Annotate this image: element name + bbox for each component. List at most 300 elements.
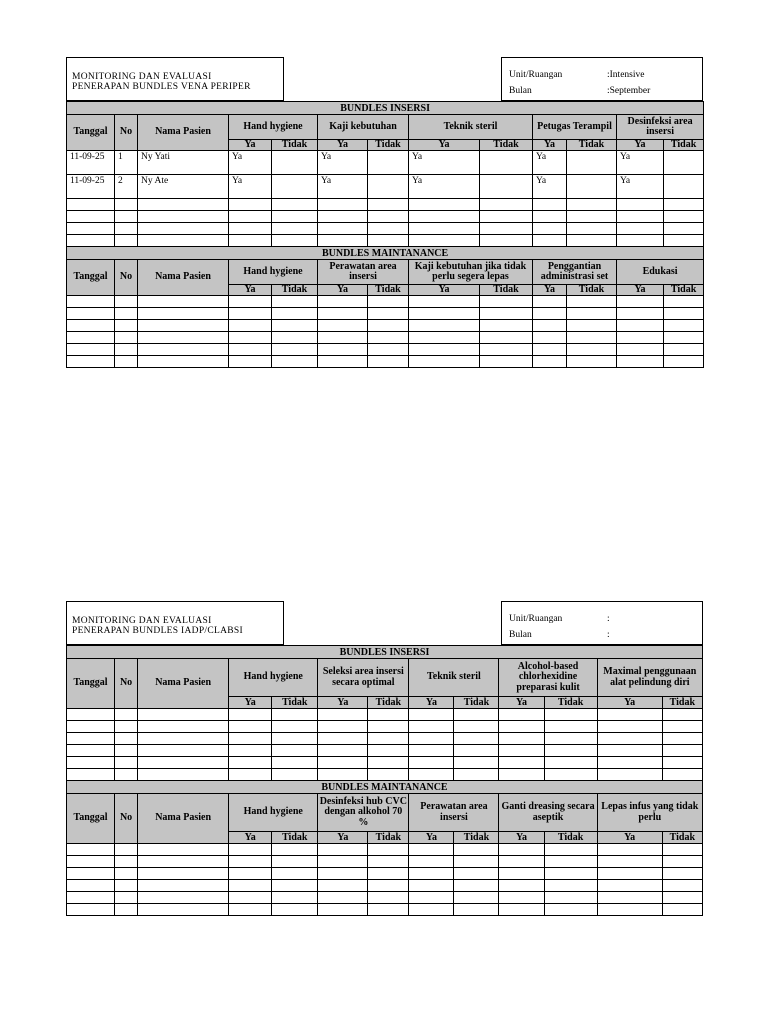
table-cell: Ya	[617, 175, 664, 199]
table-row	[67, 709, 703, 721]
table-cell	[533, 332, 567, 344]
table-cell: Ny Yati	[138, 151, 229, 175]
table-cell	[138, 223, 229, 235]
table-row	[67, 868, 703, 880]
table-cell	[409, 332, 480, 344]
table-cell: Ya	[409, 151, 480, 175]
table-cell	[138, 199, 229, 211]
table-cell	[229, 344, 272, 356]
table-cell	[368, 904, 409, 916]
table-cell	[533, 296, 567, 308]
group-header: Kaji kebutuhan jika tidak perlu segera lepas	[409, 260, 533, 285]
table-cell	[499, 733, 544, 745]
group-header: Penggantian administrasi set	[533, 260, 617, 285]
table-cell	[409, 757, 454, 769]
table-cell	[229, 320, 272, 332]
table-cell	[597, 709, 662, 721]
table-cell	[318, 745, 368, 757]
table-cell	[409, 199, 480, 211]
group-header: Perawatan area insersi	[409, 794, 499, 832]
form-header	[66, 601, 703, 645]
header-ya: Ya	[409, 832, 454, 844]
table-cell	[229, 721, 272, 733]
table-cell	[664, 296, 704, 308]
table-cell	[115, 904, 138, 916]
table-cell	[544, 904, 597, 916]
group-header: Ganti dreasing secara aseptik	[499, 794, 597, 832]
table-cell	[318, 868, 368, 880]
table-cell	[138, 880, 229, 892]
section-title: BUNDLES INSERSI	[67, 646, 703, 659]
table-cell	[229, 856, 272, 868]
table-cell	[318, 709, 368, 721]
table-cell	[272, 332, 318, 344]
table-cell	[480, 344, 533, 356]
table-cell	[567, 199, 617, 211]
table-cell	[480, 332, 533, 344]
table-cell	[544, 868, 597, 880]
table-cell	[664, 235, 704, 247]
table-cell	[617, 344, 664, 356]
table-cell	[67, 856, 115, 868]
table-cell	[229, 223, 272, 235]
table-cell	[544, 856, 597, 868]
form-title-line1: MONITORING DAN EVALUASI	[72, 72, 212, 82]
group-header: Hand hygiene	[229, 115, 318, 140]
table-cell	[115, 332, 138, 344]
table-cell	[409, 892, 454, 904]
header-ya: Ya	[533, 285, 567, 296]
table-cell	[368, 721, 409, 733]
header-nama-pasien: Nama Pasien	[138, 260, 229, 296]
group-header: Seleksi area insersi secara optimal	[318, 659, 409, 697]
section-title: BUNDLES MAINTANANCE	[67, 247, 704, 260]
table-cell	[567, 320, 617, 332]
table-cell	[409, 356, 480, 368]
table-cell	[664, 199, 704, 211]
table-cell	[617, 199, 664, 211]
table-cell	[138, 844, 229, 856]
header-ya: Ya	[409, 140, 480, 151]
table-cell	[662, 892, 702, 904]
table-cell: Ya	[229, 151, 272, 175]
header-nama-pasien: Nama Pasien	[138, 659, 229, 709]
header-tidak: Tidak	[662, 697, 702, 709]
unit-box	[501, 601, 703, 645]
table-cell	[229, 235, 272, 247]
table-cell	[272, 296, 318, 308]
header-tidak: Tidak	[454, 832, 499, 844]
header-ya: Ya	[617, 285, 664, 296]
table-cell	[617, 235, 664, 247]
table-cell	[115, 757, 138, 769]
table-cell	[138, 320, 229, 332]
table-cell	[597, 904, 662, 916]
table-cell	[115, 769, 138, 781]
table-cell	[409, 868, 454, 880]
unit-row	[509, 70, 644, 80]
table-cell	[368, 745, 409, 757]
table-cell	[544, 733, 597, 745]
table-cell	[115, 235, 138, 247]
table-cell	[597, 844, 662, 856]
table-cell	[67, 356, 115, 368]
table-cell: Ya	[318, 175, 368, 199]
form-title-box	[66, 601, 284, 645]
table-cell	[617, 332, 664, 344]
table-cell	[229, 709, 272, 721]
table-cell	[617, 308, 664, 320]
table-cell	[272, 199, 318, 211]
table-cell	[115, 868, 138, 880]
table-cell	[318, 308, 368, 320]
group-header: Alcohol-based chlorhexidine preparasi kulit	[499, 659, 597, 697]
table-row	[67, 344, 704, 356]
header-tanggal: Tanggal	[67, 659, 115, 709]
table-cell	[318, 856, 368, 868]
table-cell	[115, 356, 138, 368]
table-cell	[272, 892, 318, 904]
table-cell	[67, 235, 115, 247]
table-cell	[67, 308, 115, 320]
table-cell	[368, 844, 409, 856]
form-title-line2: PENERAPAN BUNDLES IADP/CLABSI	[72, 626, 243, 636]
table-cell	[368, 892, 409, 904]
table-cell	[115, 880, 138, 892]
table-cell	[454, 892, 499, 904]
table-cell	[480, 175, 533, 199]
table-cell	[597, 721, 662, 733]
form-title-box	[66, 57, 284, 101]
table-cell	[567, 332, 617, 344]
header-ya: Ya	[597, 697, 662, 709]
table-cell	[138, 892, 229, 904]
table-cell	[409, 904, 454, 916]
table-cell	[272, 235, 318, 247]
table-cell: 2	[115, 175, 138, 199]
table-cell	[138, 308, 229, 320]
header-ya: Ya	[318, 832, 368, 844]
table-row	[67, 844, 703, 856]
table-cell	[229, 199, 272, 211]
table-cell	[67, 344, 115, 356]
table-cell	[597, 745, 662, 757]
table-cell	[229, 880, 272, 892]
table-cell	[67, 332, 115, 344]
table-cell	[499, 856, 544, 868]
table-cell	[499, 892, 544, 904]
table-cell	[229, 844, 272, 856]
table-cell	[544, 880, 597, 892]
header-tidak: Tidak	[368, 697, 409, 709]
table-cell	[272, 320, 318, 332]
table-cell	[597, 868, 662, 880]
table-cell	[662, 733, 702, 745]
table-cell	[499, 868, 544, 880]
table-cell	[454, 733, 499, 745]
table-cell: Ya	[318, 151, 368, 175]
table-cell	[544, 892, 597, 904]
table-cell	[480, 235, 533, 247]
table-row	[67, 733, 703, 745]
table-cell	[567, 151, 617, 175]
form-header	[66, 57, 703, 101]
table-cell	[272, 175, 318, 199]
table-cell	[138, 356, 229, 368]
table-cell	[272, 757, 318, 769]
table-cell	[229, 868, 272, 880]
table-cell	[138, 721, 229, 733]
table-cell	[544, 757, 597, 769]
header-tidak: Tidak	[368, 832, 409, 844]
table-cell	[480, 223, 533, 235]
table-cell	[533, 344, 567, 356]
table-cell: Ya	[229, 175, 272, 199]
table-cell	[229, 733, 272, 745]
table-cell	[368, 296, 409, 308]
table-cell	[318, 904, 368, 916]
table-cell	[67, 868, 115, 880]
unit-label: Unit/Ruangan	[509, 614, 563, 624]
header-ya: Ya	[533, 140, 567, 151]
table-cell	[409, 733, 454, 745]
table-cell	[499, 769, 544, 781]
table-cell	[115, 296, 138, 308]
table-cell: Ny Ate	[138, 175, 229, 199]
table-cell	[567, 296, 617, 308]
table-row	[67, 856, 703, 868]
table-cell	[229, 211, 272, 223]
table-cell	[662, 757, 702, 769]
table-cell	[409, 721, 454, 733]
table-cell	[480, 211, 533, 223]
table-row	[67, 175, 704, 199]
form-iadp-clabsi	[66, 601, 703, 916]
table-cell	[272, 223, 318, 235]
table-cell	[318, 332, 368, 344]
group-header: Maximal penggunaan alat pelindung diri	[597, 659, 702, 697]
table-cell	[272, 844, 318, 856]
table-cell	[138, 235, 229, 247]
table-cell	[318, 296, 368, 308]
group-header: Kaji kebutuhan	[318, 115, 409, 140]
table-cell	[664, 344, 704, 356]
table-cell	[617, 211, 664, 223]
table-cell	[138, 769, 229, 781]
bulan-label: Bulan	[509, 630, 532, 640]
table-cell	[272, 344, 318, 356]
table-row	[67, 211, 704, 223]
table-cell	[499, 757, 544, 769]
header-tidak: Tidak	[480, 285, 533, 296]
table-cell	[662, 904, 702, 916]
table-cell	[664, 320, 704, 332]
table-cell	[318, 356, 368, 368]
header-ya: Ya	[318, 697, 368, 709]
table-cell	[454, 745, 499, 757]
table-cell	[138, 856, 229, 868]
table-cell	[454, 757, 499, 769]
table-cell	[662, 856, 702, 868]
header-tidak: Tidak	[480, 140, 533, 151]
header-tanggal: Tanggal	[67, 115, 115, 151]
table-cell	[67, 211, 115, 223]
table-cell	[544, 745, 597, 757]
table-cell	[67, 844, 115, 856]
header-tidak: Tidak	[664, 140, 704, 151]
table-cell	[272, 356, 318, 368]
header-tidak: Tidak	[567, 285, 617, 296]
table-cell	[272, 721, 318, 733]
table-cell	[115, 223, 138, 235]
section-title: BUNDLES MAINTANANCE	[67, 781, 703, 794]
table-cell	[662, 769, 702, 781]
table-cell	[318, 211, 368, 223]
table-cell	[67, 709, 115, 721]
group-header: Desinfeksi area insersi	[617, 115, 704, 140]
table-cell	[368, 211, 409, 223]
table-cell	[229, 892, 272, 904]
form-title-line2: PENERAPAN BUNDLES VENA PERIPER	[72, 82, 251, 92]
table-cell	[454, 856, 499, 868]
table-row	[67, 332, 704, 344]
table-cell	[409, 709, 454, 721]
table-cell	[272, 733, 318, 745]
table-row	[67, 320, 704, 332]
table-cell	[229, 296, 272, 308]
header-ya: Ya	[499, 832, 544, 844]
table-cell	[597, 892, 662, 904]
group-header: Lepas infus yang tidak perlu	[597, 794, 702, 832]
table-cell	[368, 356, 409, 368]
table-row	[67, 721, 703, 733]
table-cell	[318, 757, 368, 769]
table-cell	[229, 332, 272, 344]
table-cell	[115, 308, 138, 320]
table-cell	[617, 296, 664, 308]
table-cell	[499, 721, 544, 733]
table-cell: 1	[115, 151, 138, 175]
form-vena-periper	[66, 57, 703, 368]
table-cell: Ya	[533, 151, 567, 175]
table-cell	[544, 721, 597, 733]
table-cell	[368, 235, 409, 247]
table-cell	[368, 880, 409, 892]
table-cell	[664, 356, 704, 368]
table-cell	[409, 745, 454, 757]
table-cell	[368, 332, 409, 344]
header-no: No	[115, 794, 138, 844]
table-row	[67, 151, 704, 175]
table-cell	[617, 320, 664, 332]
table-cell	[368, 868, 409, 880]
table-cell	[115, 844, 138, 856]
table-cell	[499, 904, 544, 916]
table-cell	[454, 880, 499, 892]
table-cell	[368, 757, 409, 769]
table-cell	[480, 320, 533, 332]
header-ya: Ya	[229, 697, 272, 709]
table-cell	[567, 356, 617, 368]
table-cell	[533, 211, 567, 223]
table-row	[67, 199, 704, 211]
table-cell	[272, 904, 318, 916]
table-cell	[229, 757, 272, 769]
table-cell	[533, 356, 567, 368]
table-cell	[454, 844, 499, 856]
table-cell	[409, 223, 480, 235]
table-cell	[368, 320, 409, 332]
table-cell	[229, 308, 272, 320]
table-cell	[115, 733, 138, 745]
table-cell	[368, 769, 409, 781]
table-cell	[318, 880, 368, 892]
table-row	[67, 892, 703, 904]
table-cell	[409, 296, 480, 308]
table-cell	[409, 844, 454, 856]
table-cell	[662, 844, 702, 856]
table-cell: Ya	[617, 151, 664, 175]
table-row	[67, 745, 703, 757]
header-no: No	[115, 115, 138, 151]
table-cell	[480, 356, 533, 368]
unit-value: :Intensive	[607, 70, 645, 80]
form-title-line1: MONITORING DAN EVALUASI	[72, 616, 212, 626]
table-cell: Ya	[533, 175, 567, 199]
table-cell	[544, 844, 597, 856]
table-cell	[318, 733, 368, 745]
bulan-value: :September	[607, 86, 651, 96]
table-cell	[409, 308, 480, 320]
table-cell	[567, 308, 617, 320]
table-cell	[368, 151, 409, 175]
table-cell	[67, 745, 115, 757]
table-cell	[499, 745, 544, 757]
table-cell	[138, 344, 229, 356]
table-cell	[272, 868, 318, 880]
table-row	[67, 880, 703, 892]
group-header: Teknik steril	[409, 659, 499, 697]
header-tidak: Tidak	[272, 832, 318, 844]
header-tidak: Tidak	[662, 832, 702, 844]
table-cell	[115, 320, 138, 332]
table-cell	[664, 308, 704, 320]
table-cell	[368, 733, 409, 745]
table-cell	[597, 880, 662, 892]
header-ya: Ya	[318, 285, 368, 296]
table-cell	[664, 211, 704, 223]
group-header: Hand hygiene	[229, 659, 318, 697]
header-ya: Ya	[229, 832, 272, 844]
header-tidak: Tidak	[544, 832, 597, 844]
table-cell	[664, 332, 704, 344]
header-tidak: Tidak	[272, 285, 318, 296]
table-cell	[115, 745, 138, 757]
table-cell	[454, 769, 499, 781]
header-ya: Ya	[229, 285, 272, 296]
table-cell	[67, 296, 115, 308]
table-cell	[662, 745, 702, 757]
table-cell	[662, 709, 702, 721]
table-row	[67, 223, 704, 235]
table-cell	[115, 344, 138, 356]
table-cell	[138, 757, 229, 769]
table-cell	[138, 868, 229, 880]
table-cell	[664, 151, 704, 175]
group-header: Hand hygiene	[229, 260, 318, 285]
table-cell	[409, 320, 480, 332]
table-cell	[115, 856, 138, 868]
